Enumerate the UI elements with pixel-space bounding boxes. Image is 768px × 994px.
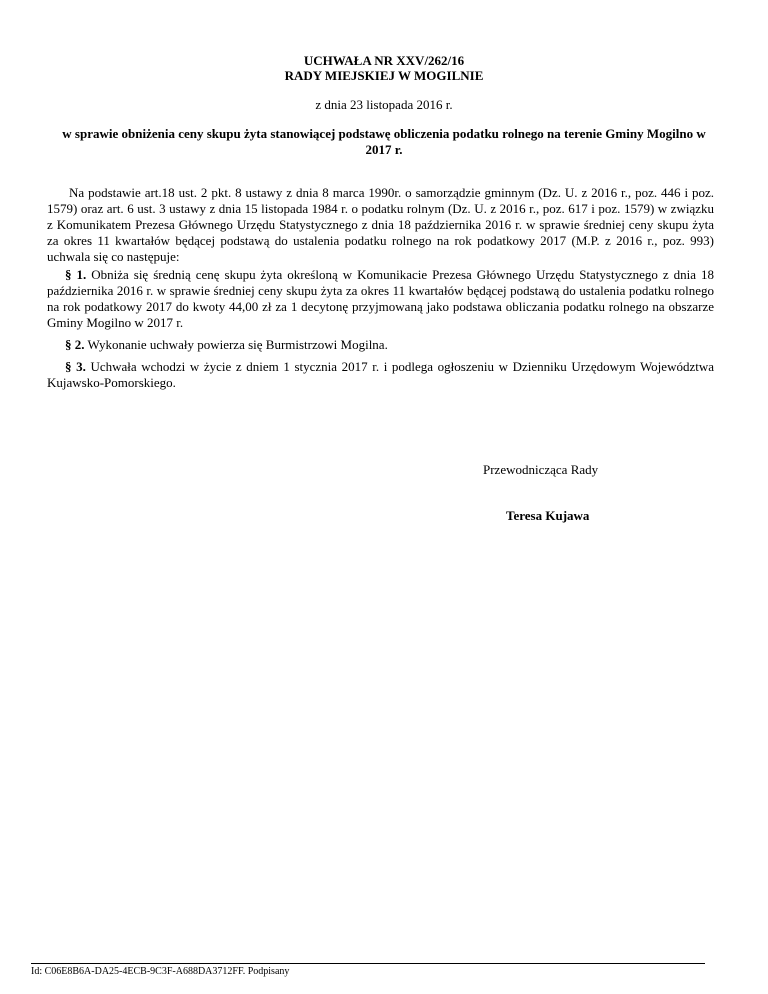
council-name: RADY MIEJSKIEJ W MOGILNIE	[284, 68, 484, 83]
document-id-footer: Id: C06E8B6A-DA25-4ECB-9C3F-A688DA3712FF. Podpisany	[31, 966, 290, 977]
signatory-role: Przewodnicząca Rady	[483, 462, 599, 477]
section-2	[47, 337, 714, 353]
section-1	[47, 267, 714, 331]
resolution-subject: w sprawie obniżenia ceny skupu żyta stanowiącej podstawę obliczenia podatku rolnego na terenie Gminy Mogilno w 2017 r.	[62, 126, 706, 157]
signatory-name: Teresa Kujawa	[506, 508, 590, 523]
resolution-number: UCHWAŁA NR XXV/262/16	[303, 53, 465, 68]
section-3-number: § 3.	[65, 359, 86, 374]
resolution-date: z dnia 23 listopada 2016 r.	[315, 97, 453, 112]
section-1-number: § 1.	[65, 267, 87, 282]
section-3-text: Uchwała wchodzi w życie z dniem 1 stycznia 2017 r. i podlega ogłoszeniu w Dzienniku Urzędowym Województwa Kujawsko-Pomorskiego.	[47, 359, 714, 390]
preamble-paragraph: Na podstawie art.18 ust. 2 pkt. 8 ustawy z dnia 8 marca 1990r. o samorządzie gminnym (Dz. U. z 2016 r., poz. 446 i poz. 1579) oraz art. 6 ust. 3 ustawy z dnia 15 listopada 1984 r. o podatku rolnym (Dz. U. z 2016 r., poz. 617 i poz. 1579) w związku z Komunikatem Prezesa Głównego Urzędu Statystycznego z dnia 18 października 2016 r. w sprawie średniej ceny skupu żyta za okres 11 kwartałów będącej podstawą do ustalenia podatku rolnego na rok podatkowy 2017 (M.P. z 2016 r., poz. 993) uchwala się co następuje:	[47, 185, 714, 264]
section-3	[47, 359, 714, 391]
section-1-text: Obniża się średnią cenę skupu żyta określoną w Komunikacie Prezesa Głównego Urzędu Statystycznego z dnia 18 października 2016 r. w sprawie średniej ceny skupu żyta za okres 11 kwartałów będącej podstawą do ustalenia podatku rolnego na rok podatkowy 2017 do kwoty 44,00 zł za 1 decytonę przyjmowaną jako podstawa obliczania podatku rolnego na obszarze Gminy Mogilno w 2017 r.	[47, 267, 715, 330]
section-2-number: § 2.	[65, 337, 85, 352]
footer-divider	[31, 963, 705, 964]
section-2-text: Wykonanie uchwały powierza się Burmistrzowi Mogilna.	[84, 337, 388, 352]
